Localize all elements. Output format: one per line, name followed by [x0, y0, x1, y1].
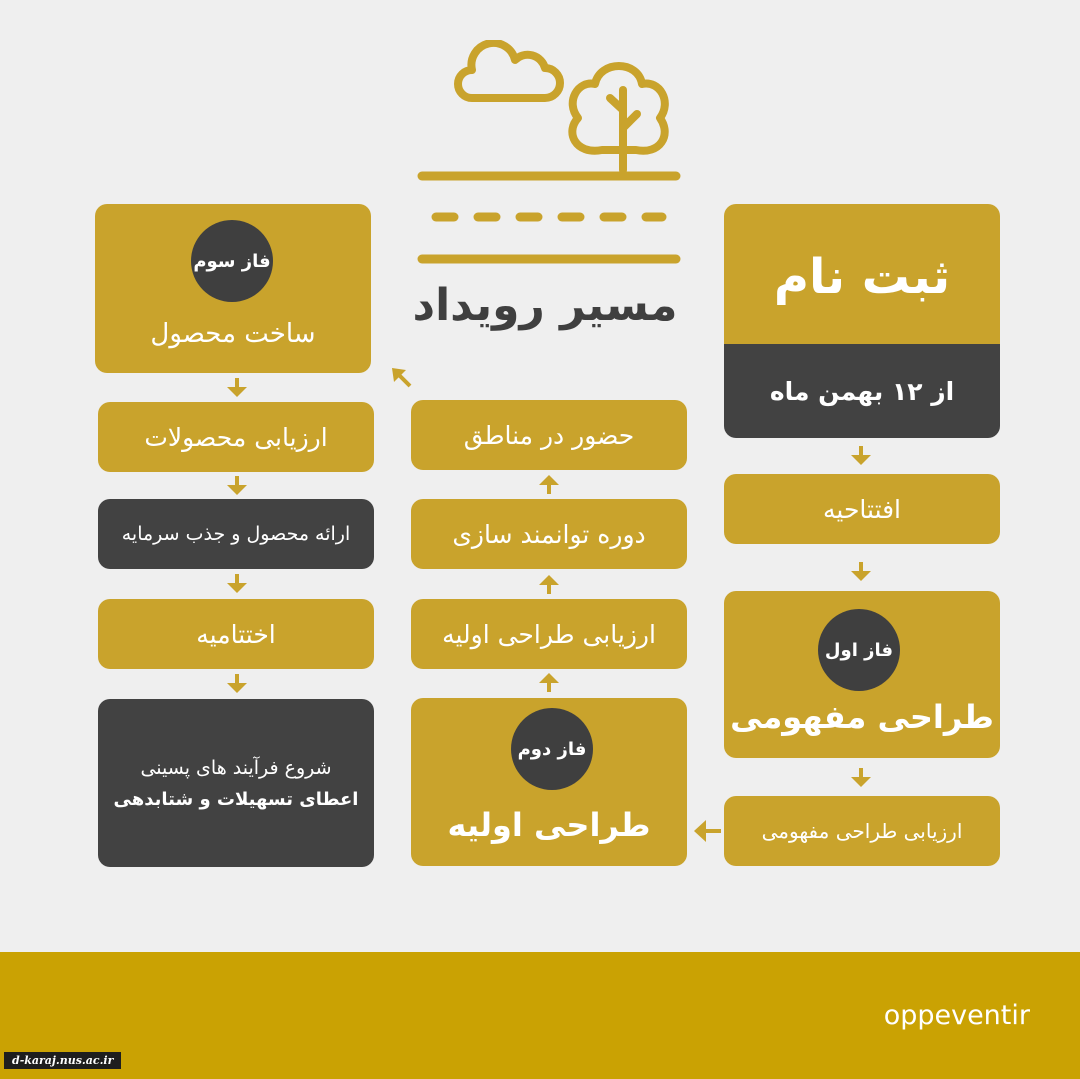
next-process-box	[98, 699, 374, 867]
empowerment-course-text: دوره توانمند سازی	[452, 519, 646, 549]
phase2-badge-text: فاز دوم	[517, 738, 587, 760]
registration-title	[724, 204, 1000, 360]
registration-date	[724, 344, 1000, 438]
phase2-title: طراحی اولیه	[447, 806, 651, 844]
next-process-line1: شروع فرآیند های پسینی	[140, 756, 332, 779]
arrow-down-icon	[224, 476, 250, 496]
phase1-title: طراحی مفهومی	[730, 698, 994, 736]
phase3-badge-text: فاز سوم	[193, 250, 271, 272]
arrow-left-icon	[693, 818, 721, 844]
registration-title-text: ثبت نام	[773, 249, 951, 305]
source-credit[interactable]: d-karaj.nus.ac.ir	[4, 1052, 121, 1069]
arrow-down-icon	[848, 446, 874, 466]
products-eval-box	[98, 402, 374, 472]
opening-text: افتتاحیه	[823, 494, 902, 524]
opening-box	[724, 474, 1000, 544]
brand-handle[interactable]: oppeventir	[883, 1000, 1030, 1031]
initial-eval-box	[411, 599, 687, 669]
arrow-up-icon	[536, 574, 562, 594]
arrow-down-icon	[224, 574, 250, 594]
arrow-down-icon	[848, 562, 874, 582]
arrow-down-icon	[848, 768, 874, 788]
arrow-down-icon	[224, 378, 250, 398]
cloud-icon	[458, 43, 560, 98]
initial-eval-text: ارزیابی طراحی اولیه	[442, 619, 656, 649]
closing-box	[98, 599, 374, 669]
phase1-badge	[818, 609, 900, 691]
regional-presence-box	[411, 400, 687, 470]
regional-presence-text: حضور در مناطق	[463, 420, 635, 450]
concept-eval-box	[724, 796, 1000, 866]
empowerment-course-box	[411, 499, 687, 569]
phase2-badge	[511, 708, 593, 790]
registration-date-text: از ۱۲ بهمن ماه	[769, 376, 955, 406]
arrow-diagonal-icon	[390, 366, 414, 390]
phase3-title: ساخت محصول	[150, 319, 316, 349]
arrow-up-icon	[536, 672, 562, 692]
page-title: مسیر رویداد	[412, 280, 678, 331]
closing-text: اختتامیه	[196, 619, 276, 649]
present-invest-box	[98, 499, 374, 569]
products-eval-text: ارزیابی محصولات	[144, 422, 328, 452]
tree-icon	[572, 66, 664, 170]
footer-bar	[0, 952, 1080, 1079]
concept-eval-text: ارزیابی طراحی مفهومی	[761, 819, 963, 843]
phase3-badge	[191, 220, 273, 302]
arrow-up-icon	[536, 474, 562, 494]
arrow-down-icon	[224, 674, 250, 694]
road-tree-illustration	[410, 40, 690, 280]
present-invest-text: ارائه محصول و جذب سرمایه	[121, 523, 351, 545]
phase1-badge-text: فاز اول	[824, 639, 894, 661]
next-process-line2: اعطای تسهیلات و شتابدهی	[113, 788, 359, 810]
